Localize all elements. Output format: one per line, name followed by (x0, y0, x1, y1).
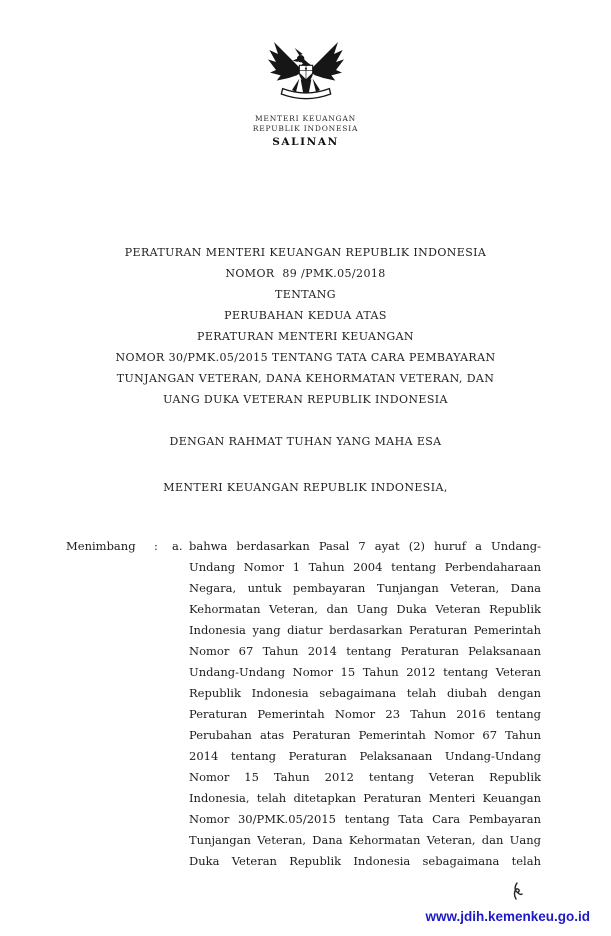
title-line-5: PERATURAN MENTERI KEUANGAN (197, 330, 414, 343)
letterhead (0, 114, 611, 134)
considering-item-a (172, 536, 541, 872)
paraf-initial-mark (510, 882, 523, 900)
title-line-4: PERUBAHAN KEDUA ATAS (224, 309, 387, 322)
considering-section (0, 536, 611, 872)
title-line-2: NOMOR 89 /PMK.05/2018 (225, 267, 386, 280)
item-letter: a. (172, 539, 183, 553)
considering-label: Menimbang (66, 539, 136, 553)
ministry-name-line2: REPUBLIK INDONESIA (252, 124, 359, 133)
ministry-name-line1: MENTERI KEUANGAN (254, 114, 357, 123)
item-text: bahwa berdasarkan Pasal 7 ayat (2) huruf a Undang-Undang Nomor 1 Tahun 2004 tentang Perbendaharaan Negara, untuk pembayaran Tunjangan Veteran, Dana Kehormatan Veteran, dan Uang Duka Veteran Republik Indonesia yang diatur berdasarkan Peraturan Pemerintah Nomor 67 Tahun 2014 tentang Peraturan Pelaksanaan Undang-Undang Nomor 15 Tahun 2012 tentang Veteran Republik Indonesia sebagaimana telah diubah dengan Peraturan Pemerintah Nomor 23 Tahun 2016 tentang Perubahan atas Peraturan Pemerintah Nomor 67 Tahun 2014 tentang Peraturan Pelaksanaan Undang-Undang Nomor 15 Tahun 2012 tentang Veteran Republik Indonesia, telah ditetapkan Peraturan Menteri Keuangan Nomor 30/PMK.05/2015 tentang Tata Cara Pembayaran Tunjangan Veteran, Dana Kehormatan Veteran, dan Uang Duka Veteran Republik Indonesia sebagaimana telah (189, 539, 541, 868)
title-line-6: NOMOR 30/PMK.05/2015 TENTANG TATA CARA PEMBAYARAN (115, 351, 496, 364)
title-line-3: TENTANG (275, 288, 336, 301)
garuda-pancasila-emblem (266, 36, 346, 104)
title-line-7: TUNJANGAN VETERAN, DANA KEHORMATAN VETERAN, DAN (116, 372, 495, 385)
considering-colon: : (154, 539, 158, 553)
authority-line: MENTERI KEUANGAN REPUBLIK INDONESIA, (163, 481, 448, 494)
copy-label: SALINAN (272, 136, 339, 148)
invocation-line: DENGAN RAHMAT TUHAN YANG MAHA ESA (169, 435, 442, 448)
title-line-1: PERATURAN MENTERI KEUANGAN REPUBLIK INDONESIA (124, 246, 487, 259)
regulation-title-block (0, 242, 611, 410)
title-line-8: UANG DUKA VETERAN REPUBLIK INDONESIA (163, 393, 448, 406)
jdih-website-link[interactable]: www.jdih.kemenkeu.go.id (425, 909, 590, 924)
garuda-emblem-graphic (266, 36, 346, 104)
